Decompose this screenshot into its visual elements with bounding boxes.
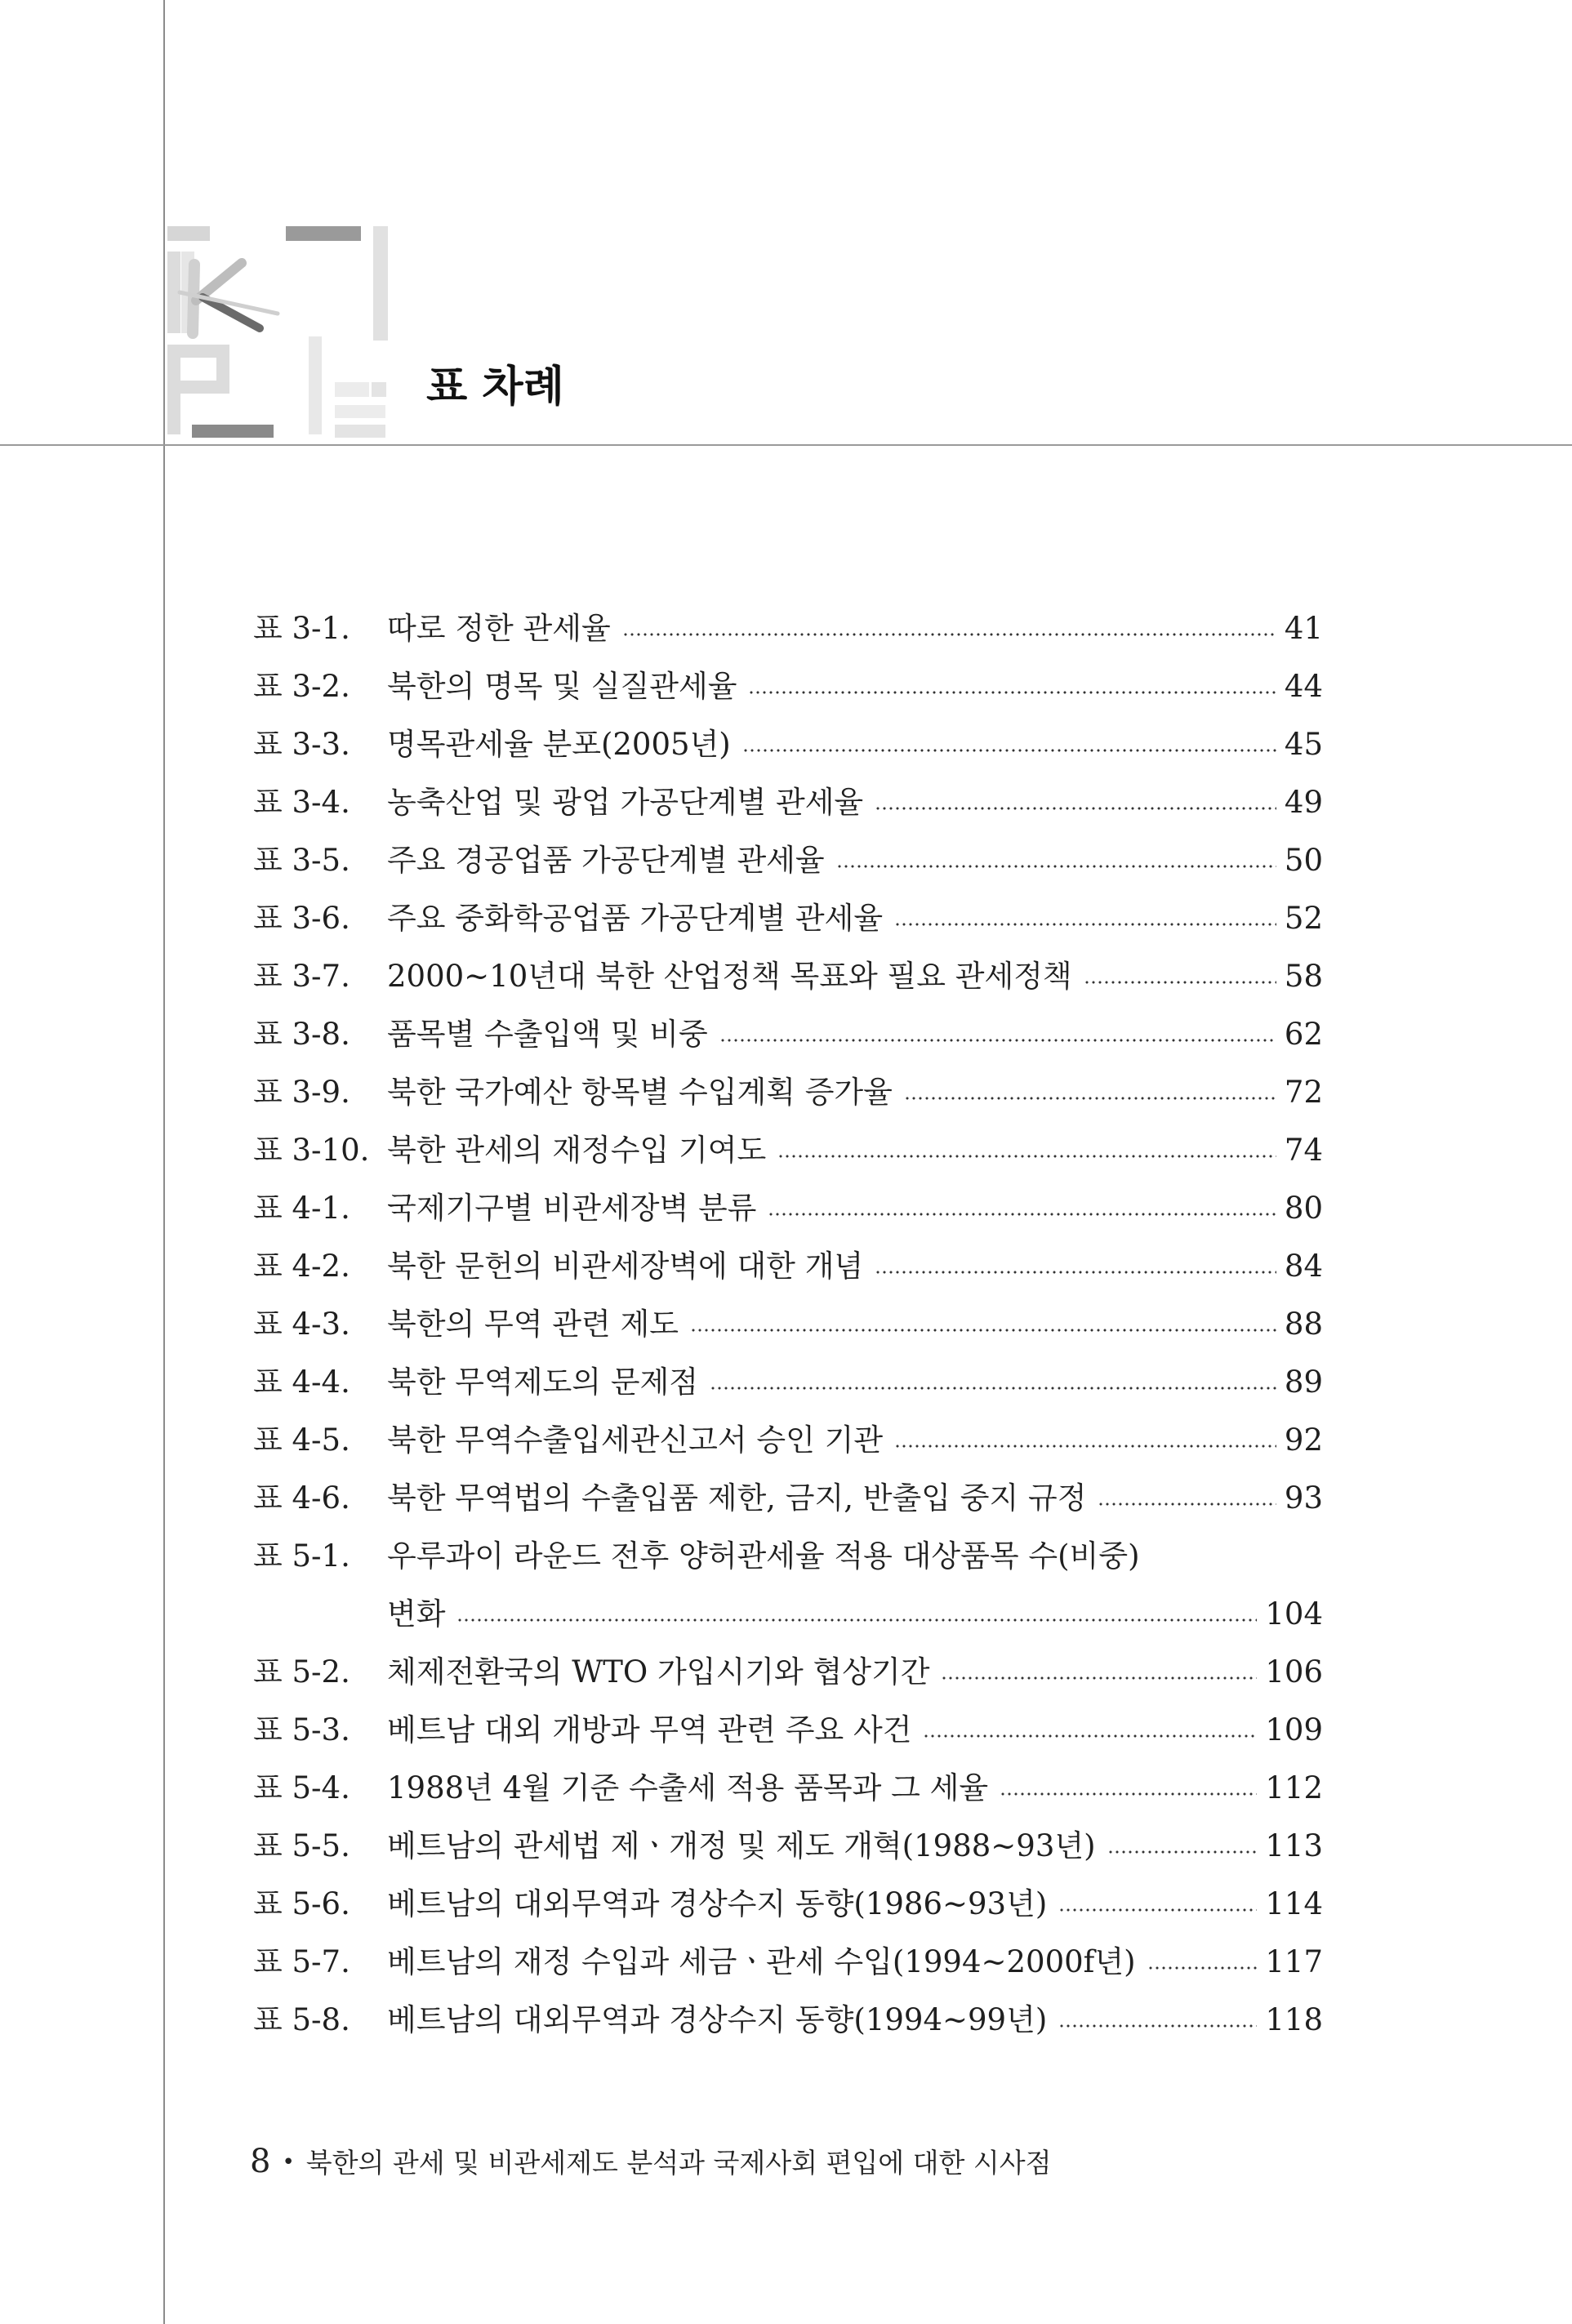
page-number: 106 (1265, 1654, 1323, 1690)
leader-dots (1058, 1908, 1257, 1912)
table-number: 표 5-8. (253, 2002, 350, 2037)
page-number: 52 (1284, 901, 1323, 936)
toc-entry[interactable] (253, 1817, 1323, 1875)
page-number: 62 (1284, 1017, 1323, 1052)
footer-book-title: 북한의 관세 및 비관세제도 분석과 국제사회 편입에 대한 시사점 (305, 2147, 1052, 2179)
page-title: 표 차례 (426, 363, 564, 412)
table-title: 북한의 명목 및 실질관세율 (387, 669, 737, 704)
table-number: 표 3-10. (253, 1133, 370, 1168)
table-title: 베트남의 대외무역과 경상수지 동향(1986~93년) (387, 1886, 1048, 1921)
table-title: 북한 관세의 재정수입 기여도 (387, 1133, 767, 1168)
toc-entry[interactable] (253, 1063, 1323, 1121)
table-number: 표 5-5. (253, 1828, 350, 1863)
toc-entry[interactable] (253, 1643, 1323, 1701)
page-number: 112 (1265, 1770, 1323, 1805)
table-title: 북한 무역수출입세관신고서 승인 기관 (387, 1422, 884, 1458)
table-number: 표 3-7. (253, 959, 350, 994)
table-number: 표 5-4. (253, 1770, 350, 1805)
leader-dots (622, 633, 1276, 636)
table-title: 베트남의 대외무역과 경상수지 동향(1994~99년) (387, 2002, 1048, 2037)
table-number: 표 4-5. (253, 1422, 350, 1458)
toc-entry[interactable] (253, 773, 1323, 831)
table-number: 표 3-2. (253, 669, 350, 704)
page-number: 114 (1265, 1886, 1323, 1921)
toc-entry[interactable] (253, 715, 1323, 773)
page-number: 89 (1284, 1365, 1323, 1400)
toc-entry[interactable] (253, 1411, 1323, 1469)
page-number: 92 (1284, 1422, 1323, 1458)
table-title: 베트남의 관세법 제ㆍ개정 및 제도 개혁(1988~93년) (387, 1828, 1096, 1863)
leader-dots (894, 1445, 1276, 1448)
toc-entry[interactable] (253, 1527, 1323, 1585)
page-number: 58 (1284, 959, 1323, 994)
toc-entry[interactable] (253, 1701, 1323, 1759)
table-number: 표 4-6. (253, 1480, 350, 1516)
table-number: 표 4-3. (253, 1307, 350, 1342)
page-number: 44 (1284, 669, 1323, 704)
toc-entry[interactable] (253, 1295, 1323, 1353)
toc-entry[interactable] (253, 1005, 1323, 1063)
page-footer (250, 2142, 1052, 2180)
toc-entry[interactable] (253, 1991, 1323, 2049)
leader-dots (719, 1039, 1276, 1042)
leader-dots (777, 1155, 1276, 1158)
header-rule (0, 444, 1572, 446)
table-number: 표 3-9. (253, 1075, 350, 1110)
leader-dots (1000, 1792, 1257, 1796)
leader-dots (836, 865, 1276, 868)
page-number: 104 (1265, 1596, 1323, 1632)
table-number: 표 4-4. (253, 1365, 350, 1400)
table-title: 따로 정한 관세율 (387, 611, 611, 646)
table-title: 국제기구별 비관세장벽 분류 (387, 1191, 757, 1226)
leader-dots (768, 1213, 1276, 1216)
table-title: 북한 무역법의 수출입품 제한, 금지, 반출입 중지 규정 (387, 1480, 1087, 1516)
kdi-logo-icon (163, 222, 400, 444)
leader-dots (941, 1676, 1257, 1680)
table-list (253, 599, 1323, 2049)
table-number: 표 3-4. (253, 785, 350, 820)
table-title: 품목별 수출입액 및 비중 (387, 1017, 708, 1052)
table-title: 북한 국가예산 항목별 수입계획 증가율 (387, 1075, 893, 1110)
page-number: 88 (1284, 1307, 1323, 1342)
page-number: 49 (1284, 785, 1323, 820)
table-number: 표 3-5. (253, 843, 350, 878)
toc-entry[interactable] (253, 1237, 1323, 1295)
page-number: 80 (1284, 1191, 1323, 1226)
table-number: 표 3-1. (253, 611, 350, 646)
table-number: 표 5-3. (253, 1712, 350, 1747)
page-number: 41 (1284, 611, 1323, 646)
table-number: 표 4-2. (253, 1249, 350, 1284)
leader-dots (1098, 1503, 1276, 1506)
footer-page-number: 8 (250, 2143, 271, 2180)
table-number: 표 5-2. (253, 1654, 350, 1690)
toc-entry[interactable] (253, 1469, 1323, 1527)
page-number: 117 (1265, 1944, 1323, 1979)
leader-dots (904, 1097, 1276, 1100)
table-title-continuation: 변화 (387, 1596, 446, 1632)
leader-dots (875, 807, 1276, 810)
leader-dots (923, 1734, 1257, 1738)
toc-entry-continuation[interactable] (253, 1585, 1323, 1643)
toc-entry[interactable] (253, 1759, 1323, 1817)
leader-dots (1147, 1966, 1258, 1970)
table-title: 주요 중화학공업품 가공단계별 관세율 (387, 901, 884, 936)
toc-entry[interactable] (253, 1875, 1323, 1933)
toc-entry[interactable] (253, 831, 1323, 889)
bullet-icon: • (282, 2150, 295, 2175)
toc-entry[interactable] (253, 1179, 1323, 1237)
table-number: 표 3-3. (253, 727, 350, 762)
table-title: 북한의 무역 관련 제도 (387, 1307, 679, 1342)
table-title: 명목관세율 분포(2005년) (387, 727, 731, 762)
leader-dots (690, 1329, 1276, 1332)
table-title: 2000~10년대 북한 산업정책 목표와 필요 관세정책 (387, 959, 1072, 994)
toc-entry[interactable] (253, 889, 1323, 947)
page-number: 50 (1284, 843, 1323, 878)
table-title: 1988년 4월 기준 수출세 적용 품목과 그 세율 (387, 1770, 989, 1805)
table-title: 북한 문헌의 비관세장벽에 대한 개념 (387, 1249, 864, 1284)
table-number: 표 3-6. (253, 901, 350, 936)
table-title: 우루과이 라운드 전후 양허관세율 적용 대상품목 수(비중) (387, 1538, 1140, 1574)
leader-dots (1058, 2024, 1257, 2028)
leader-dots (748, 691, 1276, 694)
table-title: 체제전환국의 WTO 가입시기와 협상기간 (387, 1654, 930, 1690)
toc-entry[interactable] (253, 1353, 1323, 1411)
leader-dots (1084, 981, 1276, 984)
table-title: 농축산업 및 광업 가공단계별 관세율 (387, 785, 864, 820)
toc-entry[interactable] (253, 1933, 1323, 1991)
table-number: 표 3-8. (253, 1017, 350, 1052)
page-number: 72 (1284, 1075, 1323, 1110)
page-number: 93 (1284, 1480, 1323, 1516)
toc-entry[interactable] (253, 947, 1323, 1005)
table-title: 베트남의 재정 수입과 세금ㆍ관세 수입(1994~2000f년) (387, 1944, 1136, 1979)
page-number: 113 (1265, 1828, 1323, 1863)
page-number: 109 (1265, 1712, 1323, 1747)
leader-dots (894, 923, 1276, 926)
table-number: 표 4-1. (253, 1191, 350, 1226)
page-number: 45 (1284, 727, 1323, 762)
toc-entry[interactable] (253, 599, 1323, 657)
leader-dots (875, 1271, 1276, 1274)
toc-entry[interactable] (253, 657, 1323, 715)
page-number: 74 (1284, 1133, 1323, 1168)
table-number: 표 5-7. (253, 1944, 350, 1979)
leader-dots (742, 749, 1276, 752)
leader-dots (456, 1618, 1257, 1622)
toc-entry[interactable] (253, 1121, 1323, 1179)
leader-dots (1107, 1850, 1258, 1854)
table-title: 북한 무역제도의 문제점 (387, 1365, 698, 1400)
table-title: 베트남 대외 개방과 무역 관련 주요 사건 (387, 1712, 912, 1747)
leader-dots (710, 1387, 1276, 1390)
table-title: 주요 경공업품 가공단계별 관세율 (387, 843, 825, 878)
page-number: 118 (1265, 2002, 1323, 2037)
page-number: 84 (1284, 1249, 1323, 1284)
table-number: 표 5-1. (253, 1538, 350, 1574)
table-number: 표 5-6. (253, 1886, 350, 1921)
